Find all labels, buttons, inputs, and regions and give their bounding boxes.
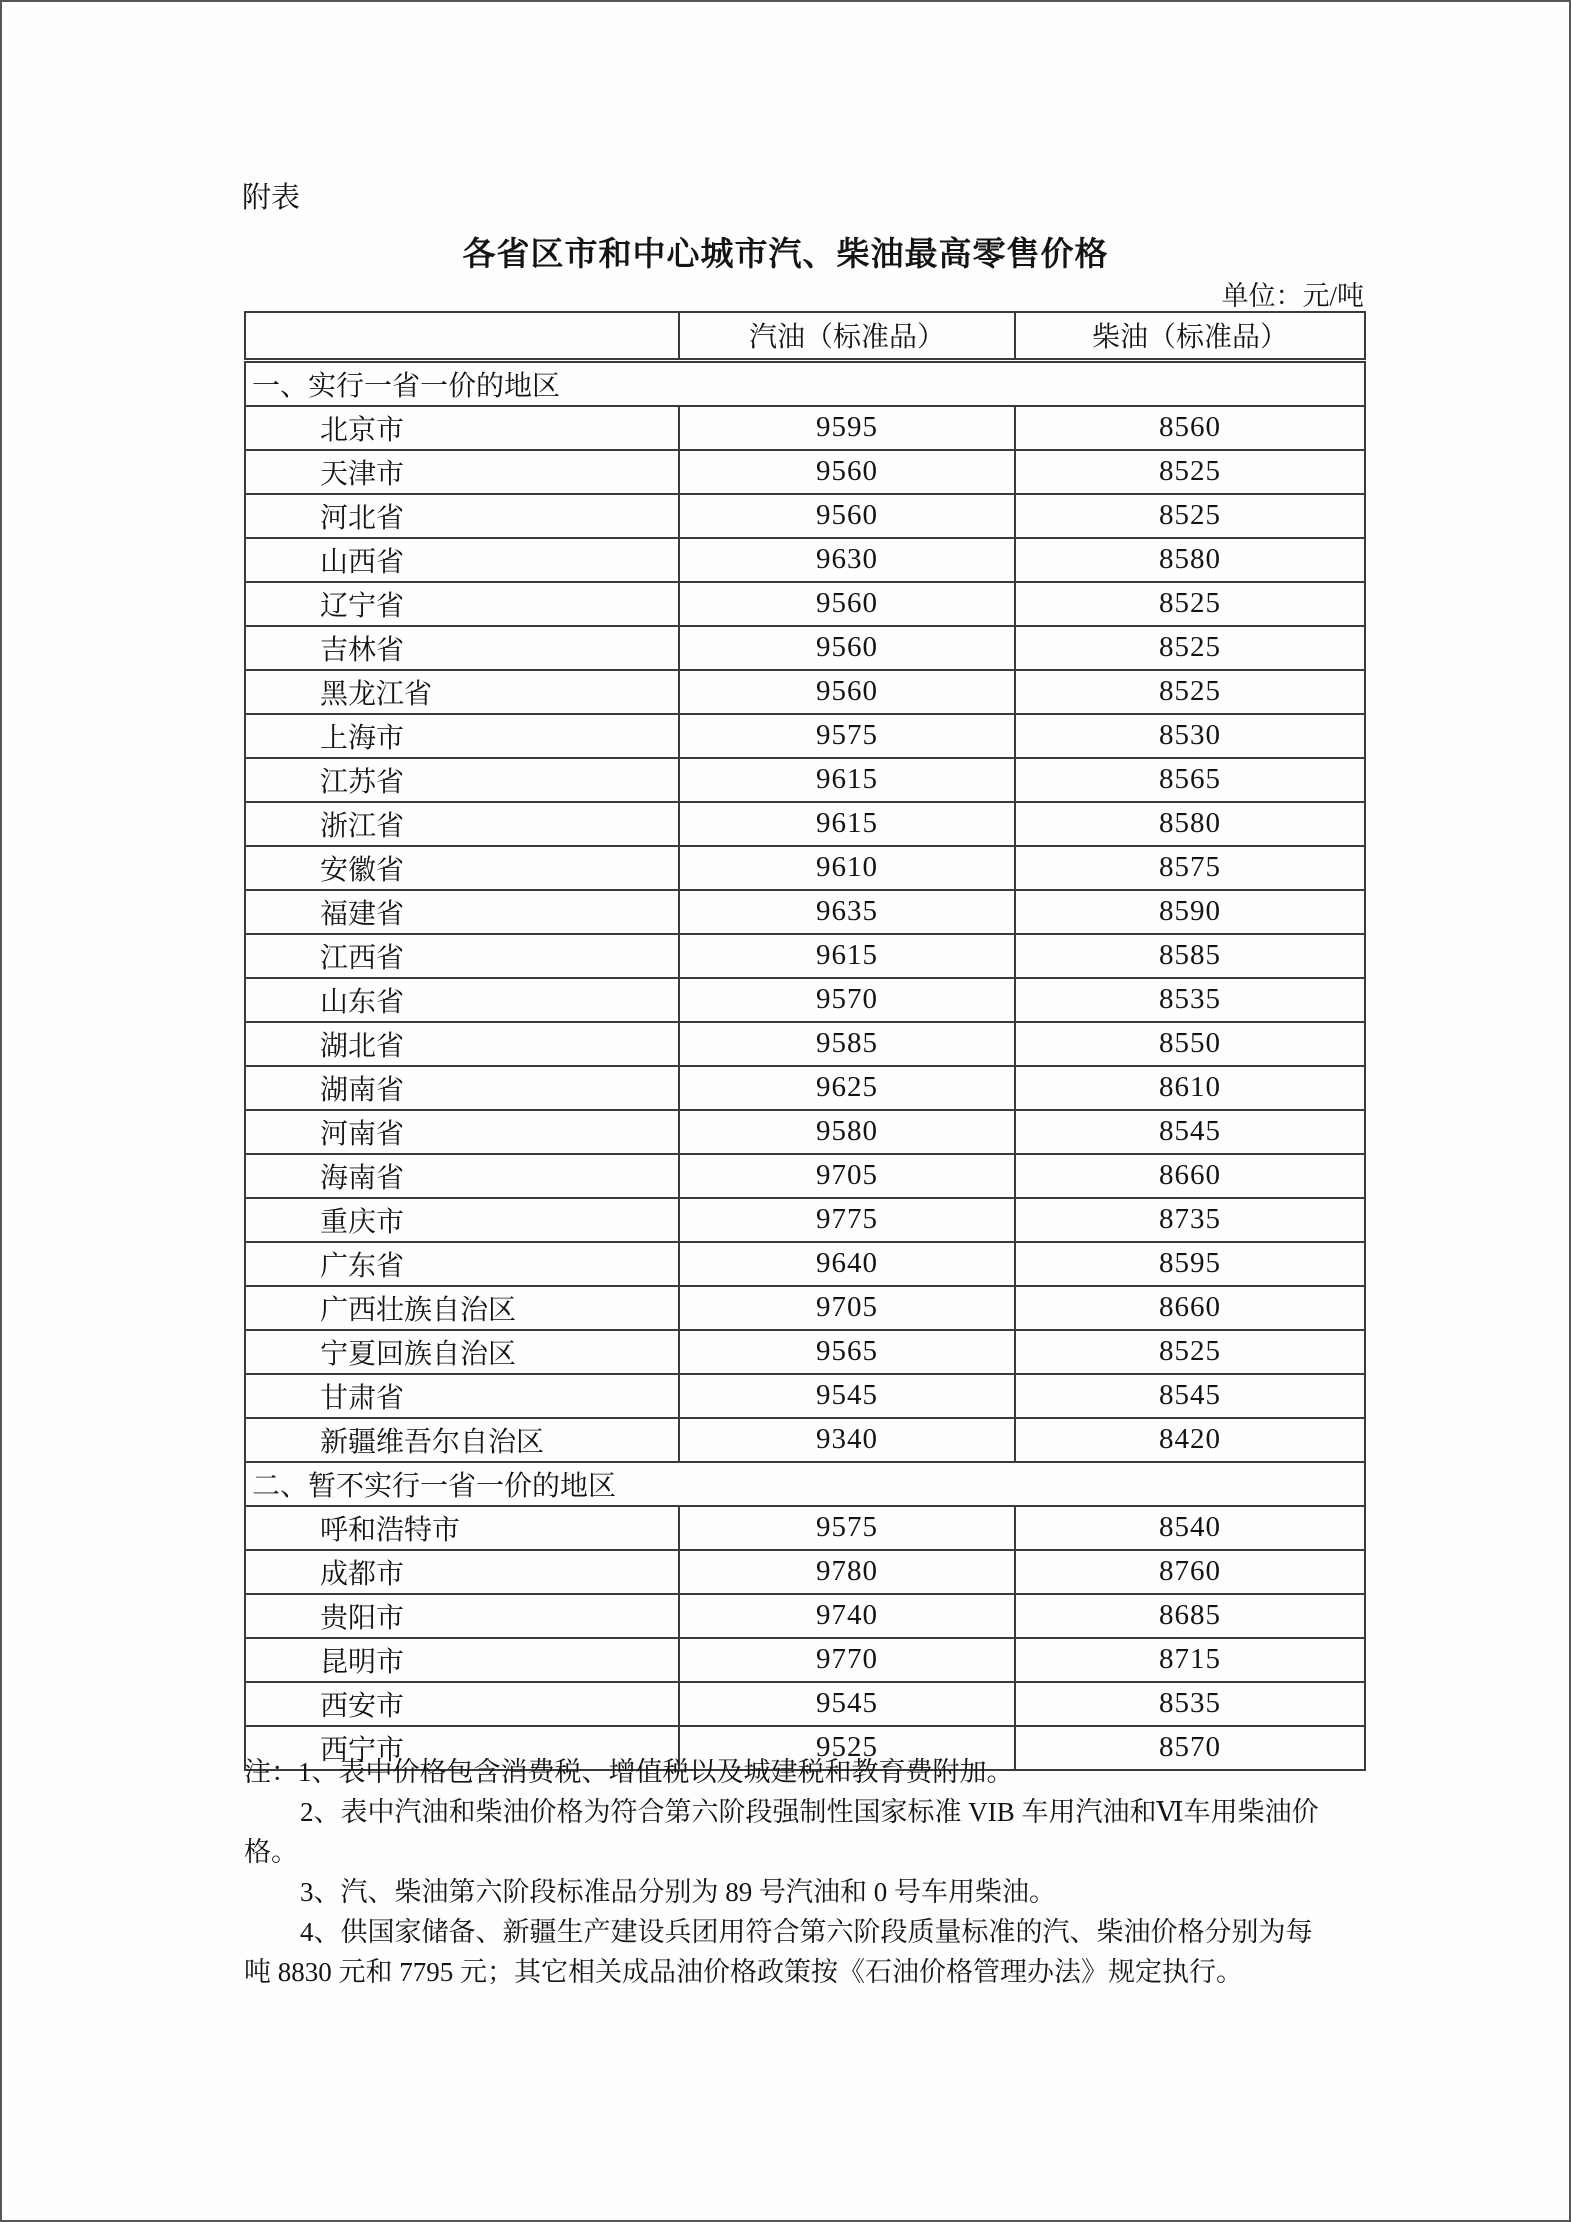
table-row — [245, 1330, 1365, 1374]
table-header-row — [245, 312, 1365, 360]
gasoline-price-cell: 9560 — [679, 450, 1015, 494]
region-name-cell: 江苏省 — [245, 758, 679, 802]
diesel-price-cell: 8545 — [1015, 1374, 1365, 1418]
table-row — [245, 538, 1365, 582]
region-name-cell: 宁夏回族自治区 — [245, 1330, 679, 1374]
gasoline-price-cell: 9705 — [679, 1286, 1015, 1330]
gasoline-price-cell: 9640 — [679, 1242, 1015, 1286]
gasoline-price-cell: 9595 — [679, 406, 1015, 450]
diesel-price-cell: 8525 — [1015, 494, 1365, 538]
diesel-price-cell: 8580 — [1015, 538, 1365, 582]
gasoline-price-cell: 9545 — [679, 1682, 1015, 1726]
table-row — [245, 1594, 1365, 1638]
note-line: 吨 8830 元和 7795 元；其它相关成品油价格政策按《石油价格管理办法》规定执行。 — [244, 1957, 1243, 1987]
section-header-label: 一、实行一省一价的地区 — [245, 360, 1365, 406]
region-name-cell: 浙江省 — [245, 802, 679, 846]
gasoline-price-cell: 9580 — [679, 1110, 1015, 1154]
table-row — [245, 626, 1365, 670]
table-row — [245, 890, 1365, 934]
table-row — [245, 450, 1365, 494]
table-row — [245, 582, 1365, 626]
table-row — [245, 846, 1365, 890]
table-row — [245, 670, 1365, 714]
column-header-1: 汽油（标准品） — [679, 312, 1015, 360]
diesel-price-cell: 8760 — [1015, 1550, 1365, 1594]
region-name-cell: 西宁市 — [245, 1726, 679, 1770]
gasoline-price-cell: 9560 — [679, 670, 1015, 714]
table-row — [245, 1550, 1365, 1594]
diesel-price-cell: 8610 — [1015, 1066, 1365, 1110]
gasoline-price-cell: 9575 — [679, 714, 1015, 758]
region-name-cell: 呼和浩特市 — [245, 1506, 679, 1550]
note-line: 注：1、表中价格包含消费税、增值税以及城建税和教育费附加。 — [244, 1757, 1014, 1787]
gasoline-price-cell: 9545 — [679, 1374, 1015, 1418]
note-item-3 — [244, 1872, 1368, 1912]
gasoline-price-cell: 9340 — [679, 1418, 1015, 1462]
note-line: 2、表中汽油和柴油价格为符合第六阶段强制性国家标准 VIB 车用汽油和Ⅵ车用柴油价 — [300, 1797, 1319, 1827]
region-name-cell: 甘肃省 — [245, 1374, 679, 1418]
table-row — [245, 1286, 1365, 1330]
note-line: 3、汽、柴油第六阶段标准品分别为 89 号汽油和 0 号车用柴油。 — [300, 1877, 1056, 1907]
gasoline-price-cell: 9615 — [679, 802, 1015, 846]
diesel-price-cell: 8535 — [1015, 1682, 1365, 1726]
table-row — [245, 494, 1365, 538]
note-item-1 — [244, 1752, 1368, 1792]
gasoline-price-cell: 9635 — [679, 890, 1015, 934]
region-name-cell: 新疆维吾尔自治区 — [245, 1418, 679, 1462]
gasoline-price-cell: 9615 — [679, 758, 1015, 802]
region-name-cell: 吉林省 — [245, 626, 679, 670]
diesel-price-cell: 8420 — [1015, 1418, 1365, 1462]
gasoline-price-cell: 9585 — [679, 1022, 1015, 1066]
table-row — [245, 714, 1365, 758]
column-header-0 — [245, 312, 679, 360]
table-row — [245, 978, 1365, 1022]
table-row — [245, 934, 1365, 978]
diesel-price-cell: 8530 — [1015, 714, 1365, 758]
gasoline-price-cell: 9560 — [679, 494, 1015, 538]
diesel-price-cell: 8735 — [1015, 1198, 1365, 1242]
gasoline-price-cell: 9565 — [679, 1330, 1015, 1374]
diesel-price-cell: 8550 — [1015, 1022, 1365, 1066]
region-name-cell: 山西省 — [245, 538, 679, 582]
diesel-price-cell: 8525 — [1015, 582, 1365, 626]
section-header-label: 二、暂不实行一省一价的地区 — [245, 1462, 1365, 1506]
region-name-cell: 重庆市 — [245, 1198, 679, 1242]
region-name-cell: 贵阳市 — [245, 1594, 679, 1638]
region-name-cell: 天津市 — [245, 450, 679, 494]
region-name-cell: 福建省 — [245, 890, 679, 934]
table-row — [245, 758, 1365, 802]
diesel-price-cell: 8525 — [1015, 626, 1365, 670]
region-name-cell: 江西省 — [245, 934, 679, 978]
table-row — [245, 1110, 1365, 1154]
gasoline-price-cell: 9775 — [679, 1198, 1015, 1242]
diesel-price-cell: 8525 — [1015, 1330, 1365, 1374]
gasoline-price-cell: 9615 — [679, 934, 1015, 978]
note-item-2 — [244, 1792, 1368, 1872]
note-item-4 — [244, 1912, 1368, 1992]
region-name-cell: 昆明市 — [245, 1638, 679, 1682]
table-row — [245, 1022, 1365, 1066]
table-row — [245, 1506, 1365, 1550]
table-row — [245, 1154, 1365, 1198]
gasoline-price-cell: 9705 — [679, 1154, 1015, 1198]
region-name-cell: 山东省 — [245, 978, 679, 1022]
unit-label: 单位：元/吨 — [1221, 281, 1364, 311]
table-row — [245, 1242, 1365, 1286]
region-name-cell: 河北省 — [245, 494, 679, 538]
diesel-price-cell: 8535 — [1015, 978, 1365, 1022]
diesel-price-cell: 8585 — [1015, 934, 1365, 978]
note-line: 格。 — [244, 1837, 298, 1867]
region-name-cell: 成都市 — [245, 1550, 679, 1594]
section-header-row — [245, 360, 1365, 406]
section-header-row — [245, 1462, 1365, 1506]
diesel-price-cell: 8595 — [1015, 1242, 1365, 1286]
gasoline-price-cell: 9740 — [679, 1594, 1015, 1638]
gasoline-price-cell: 9560 — [679, 626, 1015, 670]
diesel-price-cell: 8545 — [1015, 1110, 1365, 1154]
notes-block — [244, 1752, 1368, 1992]
diesel-price-cell: 8660 — [1015, 1286, 1365, 1330]
table-row — [245, 1374, 1365, 1418]
region-name-cell: 湖南省 — [245, 1066, 679, 1110]
region-name-cell: 西安市 — [245, 1682, 679, 1726]
diesel-price-cell: 8580 — [1015, 802, 1365, 846]
region-name-cell: 安徽省 — [245, 846, 679, 890]
gasoline-price-cell: 9770 — [679, 1638, 1015, 1682]
table-row — [245, 1418, 1365, 1462]
gasoline-price-cell: 9525 — [679, 1726, 1015, 1770]
column-header-2: 柴油（标准品） — [1015, 312, 1365, 360]
region-name-cell: 广东省 — [245, 1242, 679, 1286]
table-row — [245, 1198, 1365, 1242]
gasoline-price-cell: 9625 — [679, 1066, 1015, 1110]
diesel-price-cell: 8540 — [1015, 1506, 1365, 1550]
table-row — [245, 406, 1365, 450]
region-name-cell: 辽宁省 — [245, 582, 679, 626]
gasoline-price-cell: 9570 — [679, 978, 1015, 1022]
diesel-price-cell: 8525 — [1015, 450, 1365, 494]
region-name-cell: 海南省 — [245, 1154, 679, 1198]
gasoline-price-cell: 9780 — [679, 1550, 1015, 1594]
region-name-cell: 湖北省 — [245, 1022, 679, 1066]
gasoline-price-cell: 9560 — [679, 582, 1015, 626]
gasoline-price-cell: 9575 — [679, 1506, 1015, 1550]
diesel-price-cell: 8560 — [1015, 406, 1365, 450]
note-line: 4、供国家储备、新疆生产建设兵团用符合第六阶段质量标准的汽、柴油价格分别为每 — [300, 1917, 1313, 1947]
diesel-price-cell: 8570 — [1015, 1726, 1365, 1770]
page-title: 各省区市和中心城市汽、柴油最高零售价格 — [462, 235, 1109, 272]
table-row — [245, 1066, 1365, 1110]
region-name-cell: 广西壮族自治区 — [245, 1286, 679, 1330]
attachment-label: 附表 — [242, 182, 301, 214]
diesel-price-cell: 8565 — [1015, 758, 1365, 802]
gasoline-price-cell: 9610 — [679, 846, 1015, 890]
region-name-cell: 北京市 — [245, 406, 679, 450]
diesel-price-cell: 8575 — [1015, 846, 1365, 890]
table-row — [245, 802, 1365, 846]
table-row — [245, 1682, 1365, 1726]
diesel-price-cell: 8660 — [1015, 1154, 1365, 1198]
price-table — [244, 311, 1366, 1771]
diesel-price-cell: 8590 — [1015, 890, 1365, 934]
table-row — [245, 1638, 1365, 1682]
diesel-price-cell: 8525 — [1015, 670, 1365, 714]
region-name-cell: 上海市 — [245, 714, 679, 758]
region-name-cell: 河南省 — [245, 1110, 679, 1154]
region-name-cell: 黑龙江省 — [245, 670, 679, 714]
gasoline-price-cell: 9630 — [679, 538, 1015, 582]
diesel-price-cell: 8715 — [1015, 1638, 1365, 1682]
diesel-price-cell: 8685 — [1015, 1594, 1365, 1638]
